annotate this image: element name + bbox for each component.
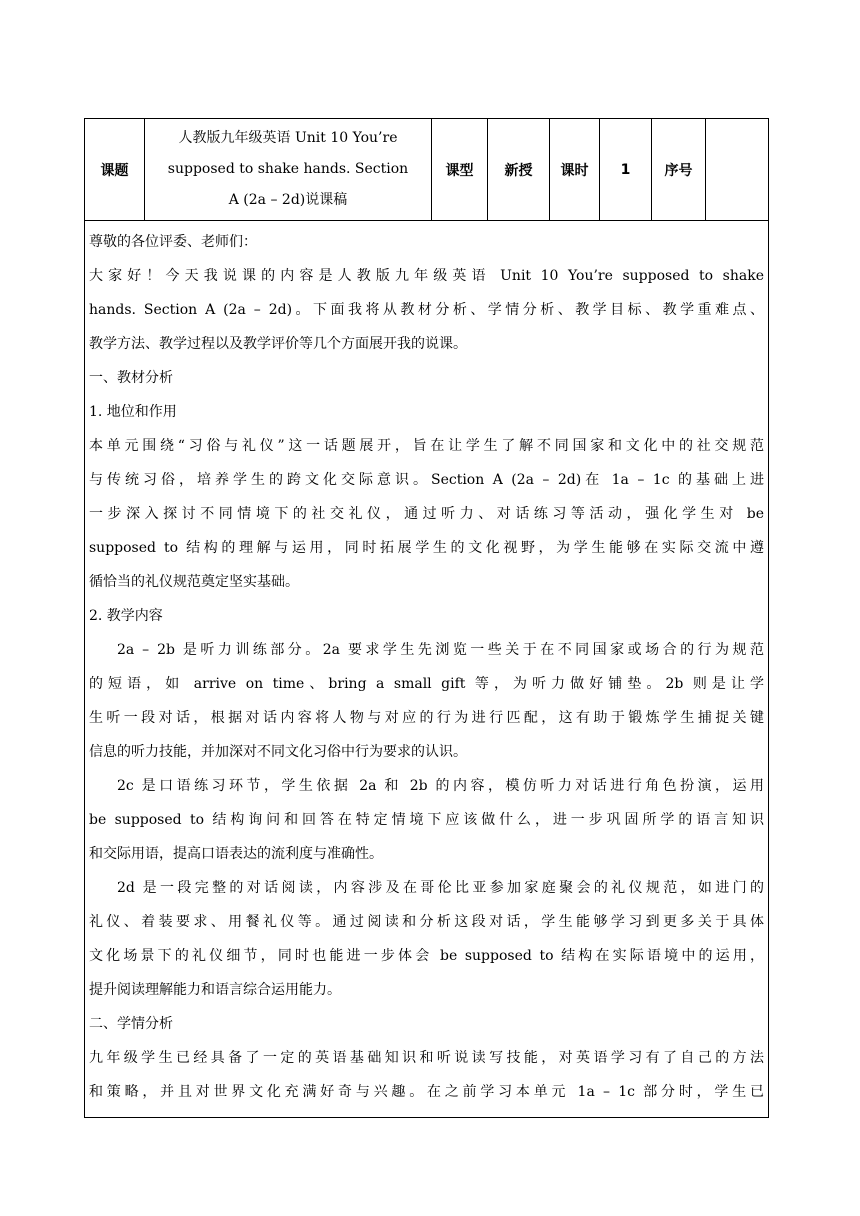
body-line: 教学方法、教学过程以及教学评价等几个方面展开我的说课。: [89, 336, 467, 352]
body-line: 和策略，并且对世界文化充满好奇与兴趣。在之前学习本单元 1a – 1c 部分时，学生已: [89, 1084, 764, 1100]
body-row: [85, 221, 769, 1118]
type-value: 新授: [488, 119, 550, 221]
period-value: 1: [600, 119, 652, 221]
body-line: 循恰当的礼仪规范奠定坚实基础。: [89, 574, 299, 590]
body-line: 生听一段对话，根据对话内容将人物与对应的行为进行匹配，这有助于锻炼学生捕捉关键: [89, 710, 764, 726]
subsection-heading: 1. 地位和作用: [89, 404, 177, 420]
body-line: 2a – 2b 是听力训练部分。2a 要求学生先浏览一些关于在不同国家或场合的行为规范: [117, 642, 764, 658]
body-line: 本单元围绕“习俗与礼仪”这一话题展开，旨在让学生了解不同国家和文化中的社交规范: [89, 438, 764, 454]
body-line: 礼仪、着装要求、用餐礼仪等。通过阅读和分析这段对话，学生能够学习到更多关于具体: [89, 914, 764, 930]
period-label: 课时: [550, 119, 600, 221]
subject-label: 课题: [85, 119, 145, 221]
body-line: 提升阅读理解能力和语言综合运用能力。: [89, 982, 341, 998]
lesson-title-line: 人教版九年级英语 Unit 10 You’re: [178, 130, 398, 146]
body-line: 九年级学生已经具备了一定的英语基础知识和听说读写技能，对英语学习有了自己的方法: [89, 1050, 764, 1066]
body-line: be supposed to 结构询问和回答在特定情境下应该做什么，进一步巩固所学的语言知识: [89, 812, 764, 828]
lesson-plan-table: [84, 118, 769, 1118]
type-label: 课型: [432, 119, 488, 221]
body-line: 2d 是一段完整的对话阅读，内容涉及在哥伦比亚参加家庭聚会的礼仪规范，如进门的: [117, 880, 764, 896]
body-line: 和交际用语，提高口语表达的流利度与准确性。: [89, 846, 383, 862]
body-line: 2c 是口语练习环节，学生依据 2a 和 2b 的内容，模仿听力对话进行角色扮演，运用: [117, 778, 764, 794]
body-line: 尊敬的各位评委、老师们：: [89, 234, 257, 250]
body-line: supposed to 结构的理解与运用，同时拓展学生的文化视野，为学生能够在实际交流中遵: [89, 540, 764, 556]
section-heading: 二、学情分析: [89, 1016, 173, 1032]
body-line: 大家好！今天我说课的内容是人教版九年级英语 Unit 10 You’re supposed to shake: [89, 268, 764, 284]
seq-value: [706, 119, 769, 221]
header-row: [85, 119, 769, 221]
subsection-heading: 2. 教学内容: [89, 608, 163, 624]
seq-label: 序号: [652, 119, 706, 221]
lesson-title-line: A (2a – 2d)说课稿: [228, 192, 348, 208]
lesson-title-line: supposed to shake hands. Section: [167, 161, 409, 177]
body-line: 文化场景下的礼仪细节，同时也能进一步体会 be supposed to 结构在实际语境中的运用，: [89, 948, 764, 964]
body-line: hands. Section A (2a – 2d)。下面我将从教材分析、学情分析、教学目标、教学重难点、: [89, 302, 764, 318]
body-line: 与传统习俗，培养学生的跨文化交际意识。Section A (2a – 2d)在 1a – 1c 的基础上进: [89, 472, 764, 488]
lesson-title: [145, 119, 432, 221]
speech-body: [85, 221, 769, 1118]
section-heading: 一、教材分析: [89, 370, 173, 386]
body-line: 的短语，如 arrive on time、bring a small gift 等，为听力做好铺垫。2b 则是让学: [89, 676, 764, 692]
body-line: 信息的听力技能，并加深对不同文化习俗中行为要求的认识。: [89, 744, 467, 760]
body-line: 一步深入探讨不同情境下的社交礼仪，通过听力、对话练习等活动，强化学生对 be: [89, 506, 764, 522]
